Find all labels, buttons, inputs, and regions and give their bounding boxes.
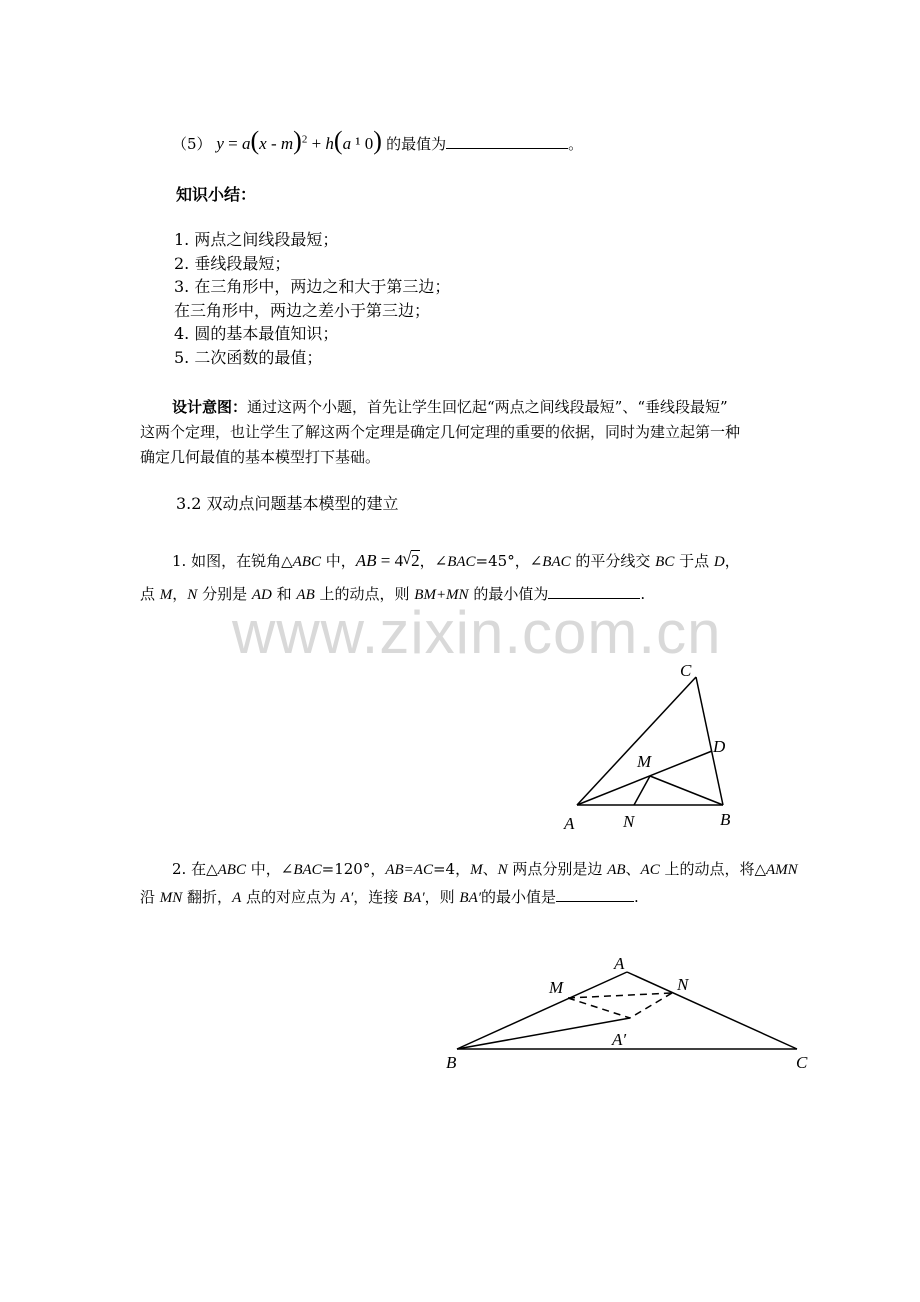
segment-mn <box>634 776 650 805</box>
segment-n-aprime-dashed <box>630 993 672 1018</box>
problem2-line-2: 沿 MN 翻折，A 点的对应点为 A′，连接 BA′，则 BA′的最小值是 . <box>140 888 639 906</box>
label-a-prime: A′ <box>612 1030 627 1049</box>
design-line-1: 设计意图：通过这两个小题，首先让学生回忆起“两点之间线段最短”、“垂线段最短” <box>172 398 728 416</box>
summary-item: 3. 在三角形中，两边之和大于第三边； <box>174 277 451 297</box>
segment-mn-dashed <box>568 993 672 998</box>
summary-item: 4. 圆的基本最值知识； <box>174 324 339 344</box>
segment-ba-prime <box>457 1018 630 1049</box>
q5-formula: y = a(x - m)$^2$ + h(a ¹ 0) <box>216 126 382 155</box>
design-label: 设计意图： <box>172 398 248 416</box>
label-c: C <box>680 661 692 680</box>
label-n: N <box>677 975 689 994</box>
summary-item: 1. 两点之间线段最短； <box>174 230 339 249</box>
label-a: A <box>614 954 625 973</box>
answer-blank[interactable] <box>446 134 568 149</box>
figure-2 <box>440 948 830 1078</box>
label-b: B <box>720 810 731 829</box>
summary-item: 在三角形中，两边之差小于第三边； <box>174 300 431 320</box>
figure-1 <box>560 655 760 835</box>
label-m: M <box>549 978 564 997</box>
watermark: www.zixin.com.cn <box>232 599 722 666</box>
segment-ac <box>577 677 696 805</box>
label-n: N <box>623 812 635 831</box>
problem1-line-1: 1. 如图，在锐角△ABC 中，AB = 4 √ 2，∠BAC=45°，∠BAC 的平分线交 BC 于点 D， <box>172 549 740 570</box>
label-c: C <box>796 1053 808 1072</box>
answer-blank[interactable] <box>556 887 634 902</box>
summary-item: 2. 垂线段最短； <box>174 253 291 273</box>
problem1-line-2: 点 M，N 分别是 AD 和 AB 上的动点，则 BM+MN 的最小值为 . <box>140 585 646 603</box>
label-d: D <box>713 737 726 756</box>
problem2-line-1: 2. 在△ABC 中，∠BAC=120°，AB=AC=4，M、N 两点分别是边 AB、AC 上的动点，将△AMN <box>172 860 798 878</box>
q5-prefix: （5） <box>172 135 212 153</box>
summary-heading: 知识小结： <box>176 185 257 204</box>
segment-ac <box>627 972 797 1049</box>
summary-item: 5. 二次函数的最值； <box>174 347 323 367</box>
q5-suffix: 的最值为 <box>386 135 447 153</box>
summary-list <box>174 228 450 370</box>
label-m: M <box>637 752 652 771</box>
segment-m-aprime-dashed <box>568 998 630 1018</box>
design-line-3: 确定几何最值的基本模型打下基础。 <box>140 448 381 466</box>
design-line-2: 这两个定理，也让学生了解这两个定理是确定几何定理的重要的依据，同时为建立起第一种 <box>140 423 741 441</box>
question-5: （5） y = a(x - m)$^2$ + h(a ¹ 0) 的最值为 。 <box>172 126 584 155</box>
section-title: 3.2 双动点问题基本模型的建立 <box>176 494 399 513</box>
segment-ba <box>457 972 627 1049</box>
answer-blank[interactable] <box>548 584 640 599</box>
label-b: B <box>446 1053 457 1072</box>
segment-mb <box>650 776 723 805</box>
label-a: A <box>564 814 575 833</box>
